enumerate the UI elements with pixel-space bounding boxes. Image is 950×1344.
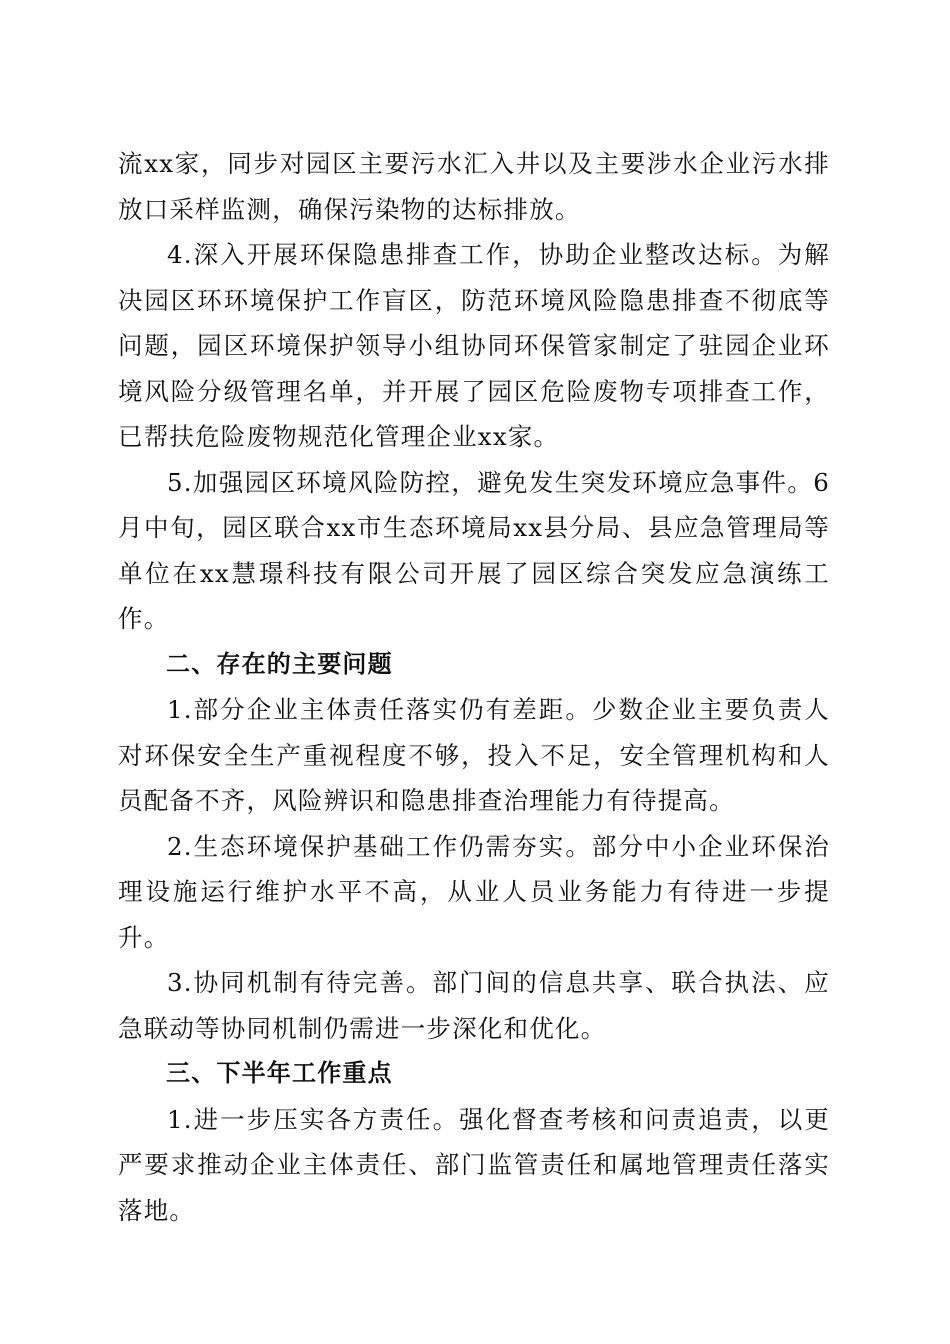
paragraph-continuation: 流xx家，同步对园区主要污水汇入井以及主要涉水企业污水排放口采样监测，确保污染物的达标排放。 — [118, 149, 830, 224]
paragraph-priority-1: 1.进一步压实各方责任。强化督查考核和问责追责，以更严要求推动企业主体责任、部门监管责任和属地管理责任落实落地。 — [118, 1104, 830, 1225]
section-heading-problems: 二、存在的主要问题 — [166, 649, 393, 678]
paragraph-problem-3: 3.协同机制有待完善。部门间的信息共享、联合执法、应急联动等协同机制仍需进一步深化和优化。 — [118, 968, 830, 1043]
section-heading-priorities: 三、下半年工作重点 — [166, 1059, 393, 1087]
paragraph-problem-1: 1.部分企业主体责任落实仍有差距。少数企业主要负责人对环保安全生产重视程度不够，投入不足，安全管理机构和人员配备不齐，风险辨识和隐患排查治理能力有待提高。 — [118, 695, 830, 815]
paragraph-problem-2: 2.生态环境保护基础工作仍需夯实。部分中小企业环保治理设施运行维护水平不高，从业人员业务能力有待进一步提升。 — [118, 831, 830, 952]
paragraph-item-5: 5.加强园区环境风险防控，避免发生突发环境应急事件。6月中旬，园区联合xx市生态环境局xx县分局、县应急管理局等单位在xx慧璟科技有限公司开展了园区综合突发应急演练工作。 — [118, 467, 830, 633]
paragraph-item-4: 4.深入开展环保隐患排查工作，协助企业整改达标。为解决园区环环境保护工作盲区，防范环境风险隐患排查不彻底等问题，园区环境保护领导小组协同环保管家制定了驻园企业环境风险分级管理名单，并开展了园区危险废物专项排查工作，已帮扶危险废物规范化管理企业xx家。 — [118, 240, 830, 451]
document-body — [118, 141, 830, 1233]
